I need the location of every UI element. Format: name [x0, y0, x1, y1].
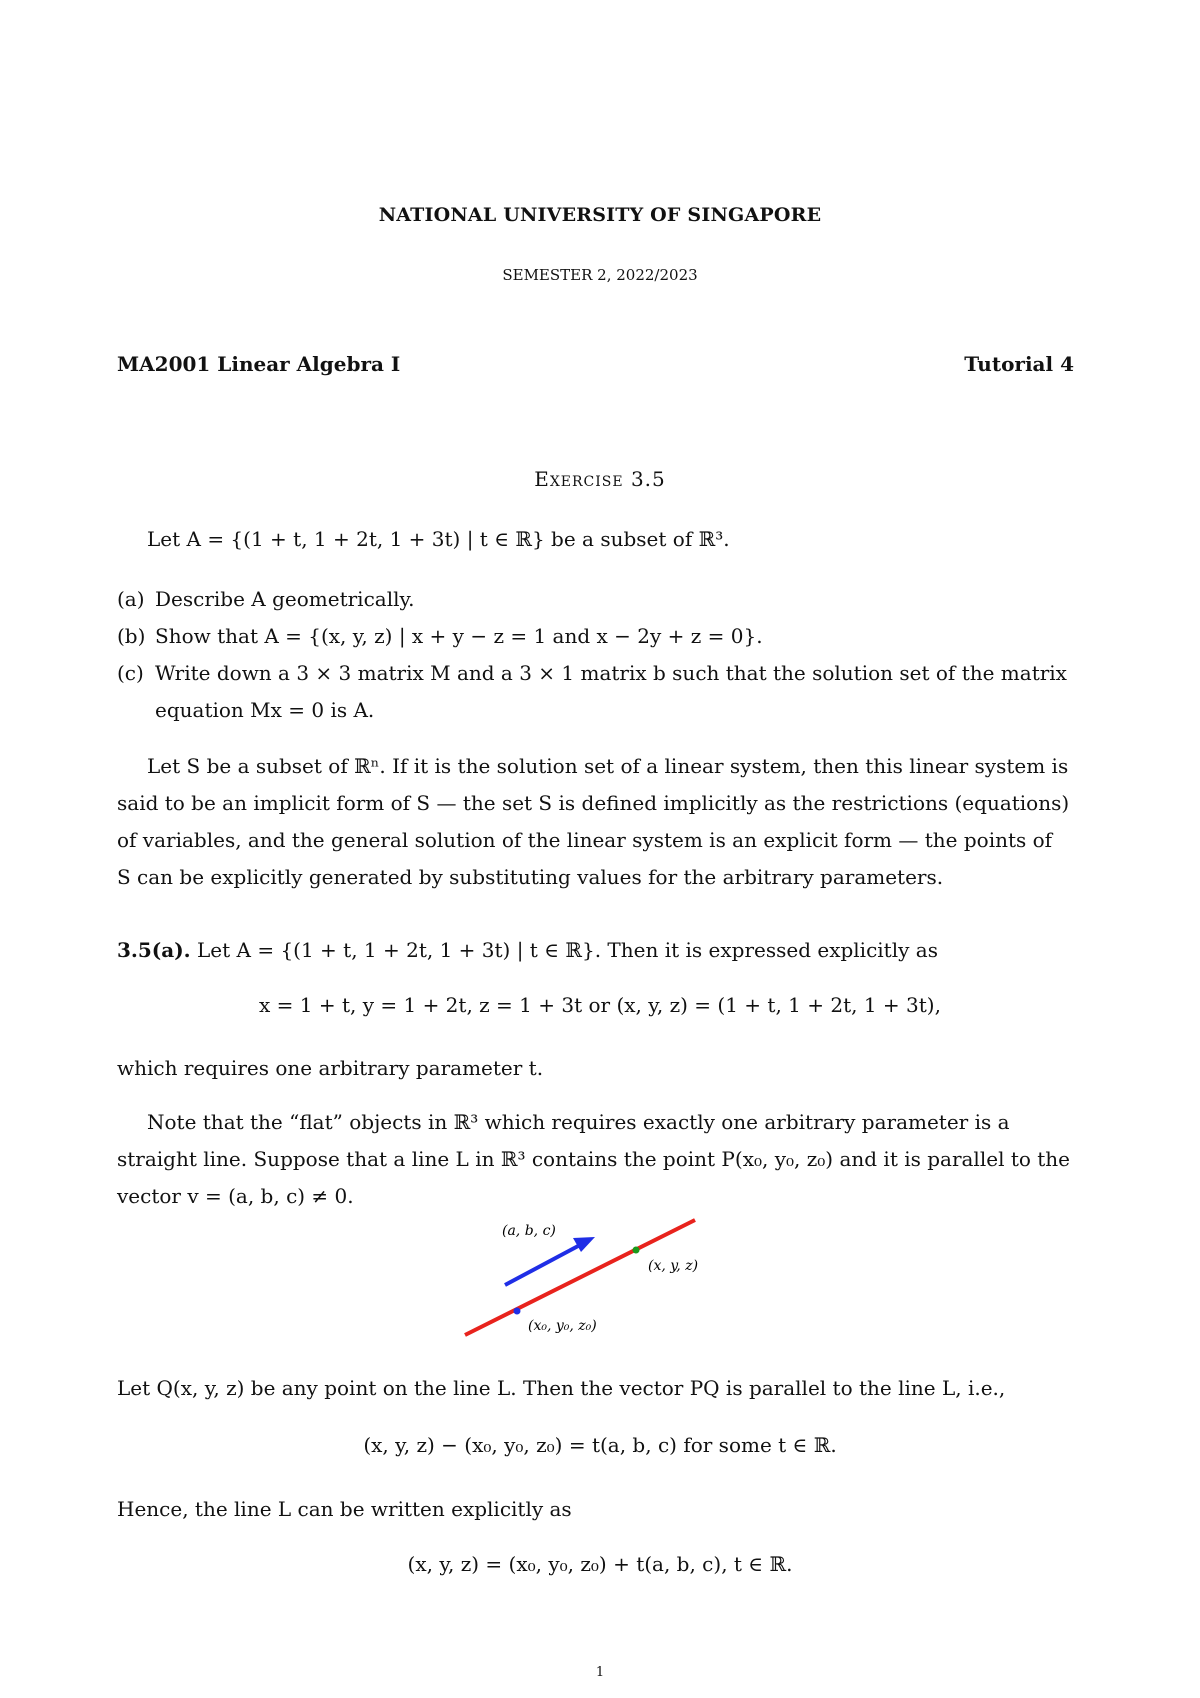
- item-text: Write down a 3 × 3 matrix M and a 3 × 1 matrix b such that the solution set of the matrix: [155, 661, 1067, 685]
- explicit-equation: x = 1 + t, y = 1 + 2t, z = 1 + 3t or (x, y, z) = (1 + t, 1 + 2t, 1 + 3t),: [259, 993, 941, 1017]
- point-p-label: (x₀, y₀, z₀): [528, 1318, 597, 1334]
- vector-label: (a, b, c): [502, 1223, 556, 1239]
- vector-equation: (x, y, z) − (x₀, y₀, z₀) = t(a, b, c) for some t ∈ ℝ.: [363, 1433, 837, 1457]
- exercise-intro: Let A = {(1 + t, 1 + 2t, 1 + 3t) | t ∈ ℝ} be a subset of ℝ³.: [147, 527, 730, 551]
- exercise-item-b: [117, 618, 1072, 655]
- line-figure: [440, 1210, 740, 1350]
- exercise-item-a: [117, 581, 1072, 618]
- one-parameter-text: which requires one arbitrary parameter t.: [117, 1056, 544, 1080]
- implicit-form-paragraph: Let S be a subset of ℝⁿ. If it is the solution set of a linear system, then this linear system is said to be an implicit form of S — the set S is defined implicitly as the restrictions (equations) of variables, and the general solution of the linear system is an explicit form — the points of S can be explicitly generated by substituting values for the arbitrary parameters.: [117, 754, 1070, 889]
- line-explicit-equation: (x, y, z) = (x₀, y₀, z₀) + t(a, b, c), t ∈ ℝ.: [407, 1552, 793, 1576]
- exercise-item-c-continued: equation Mx = 0 is A.: [155, 698, 375, 722]
- page-number: 1: [595, 1665, 605, 1680]
- item-label: (a): [117, 587, 145, 611]
- point-q-marker: [633, 1247, 640, 1254]
- direction-vector: [505, 1245, 580, 1285]
- exercise-item-c: [117, 655, 1072, 692]
- item-text: Describe A geometrically.: [155, 587, 415, 611]
- vector-arrowhead: [573, 1237, 595, 1252]
- exercise-heading: Exercise 3.5: [534, 467, 666, 491]
- university-title: NATIONAL UNIVERSITY OF SINGAPORE: [378, 204, 822, 226]
- item-label: (c): [117, 661, 144, 685]
- hence-paragraph: Hence, the line L can be written explicitly as: [117, 1497, 572, 1521]
- point-q-label: (x, y, z): [648, 1258, 699, 1274]
- solution-intro: [117, 932, 1072, 969]
- semester-label: SEMESTER 2, 2022/2023: [502, 266, 698, 284]
- item-text: Show that A = {(x, y, z) | x + y − z = 1 and x − 2y + z = 0}.: [155, 624, 763, 648]
- solution-label: 3.5(a).: [117, 938, 191, 962]
- point-p-marker: [514, 1308, 521, 1315]
- note-paragraph: Note that the “flat” objects in ℝ³ which requires exactly one arbitrary parameter is a straight line. Suppose that a line L in ℝ³ contains the point P(x₀, y₀, z₀) and it is parallel to the vector v = (a, b, c) ≠ 0.: [117, 1110, 1071, 1208]
- let-q-paragraph: Let Q(x, y, z) be any point on the line L. Then the vector PQ is parallel to the line L, i.e.,: [117, 1376, 1006, 1400]
- item-label: (b): [117, 624, 146, 648]
- tutorial-label: Tutorial 4: [964, 352, 1074, 376]
- solution-intro-text: Let A = {(1 + t, 1 + 2t, 1 + 3t) | t ∈ ℝ}. Then it is expressed explicitly as: [197, 938, 938, 962]
- course-title: MA2001 Linear Algebra I: [117, 352, 401, 376]
